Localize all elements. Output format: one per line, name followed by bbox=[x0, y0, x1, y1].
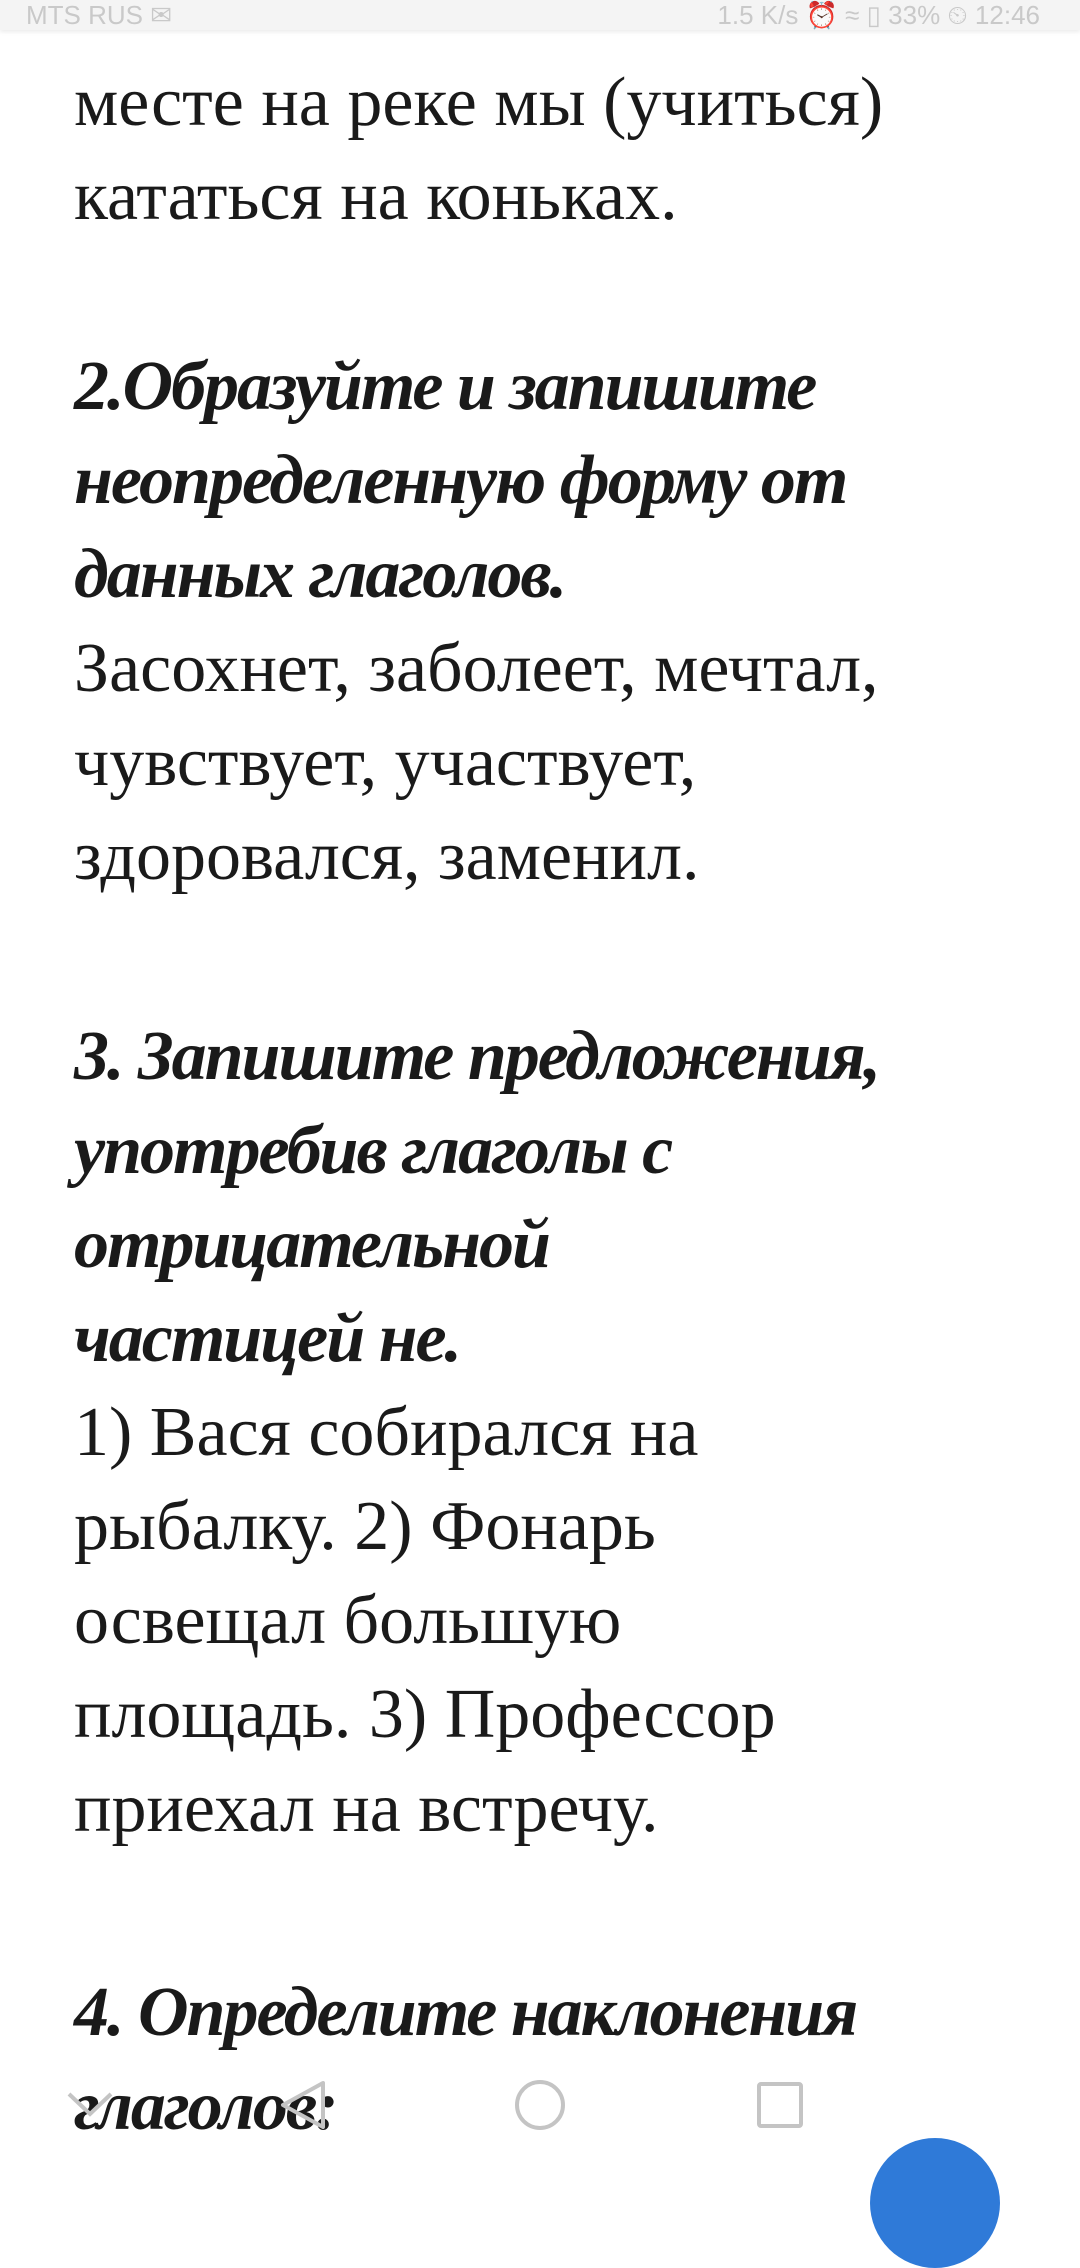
home-circle-icon[interactable] bbox=[505, 2070, 575, 2140]
task-4-heading-line: глаголов: bbox=[74, 2068, 337, 2145]
task-3 bbox=[74, 1010, 1034, 1856]
task-3-body-line: приехал на встречу. bbox=[74, 1770, 659, 1847]
task-3-heading-line: отрицательной bbox=[74, 1206, 549, 1283]
carrier-label: MTS RUS ✉ bbox=[26, 0, 173, 30]
task-2-body-line: Засохнет, заболеет, мечтал, bbox=[74, 630, 879, 707]
floating-action-button[interactable] bbox=[870, 2138, 1000, 2268]
status-bar bbox=[0, 0, 1080, 30]
task-3-heading-line: 3. Запишите предложения, bbox=[74, 1018, 880, 1095]
task-3-heading-line: частицей не. bbox=[74, 1300, 461, 1377]
task-2-heading-line: 2.Образуйте и запишите bbox=[74, 348, 816, 425]
status-indicators: 1.5 K/s ⏰ ≈ ▯ 33% ⏲ 12:46 bbox=[717, 0, 1040, 30]
task-2-body-line: чувствует, участвует, bbox=[74, 724, 697, 801]
task-4-heading-line: 4. Определите наклонения bbox=[74, 1974, 857, 2051]
task-2-body-line: здоровался, заменил. bbox=[74, 818, 700, 895]
chevron-down-icon[interactable] bbox=[55, 2070, 125, 2140]
text-line: кататься на коньках. bbox=[74, 158, 678, 235]
task-3-heading-line: употребив глаголы с bbox=[74, 1112, 672, 1189]
back-triangle-icon[interactable] bbox=[268, 2070, 338, 2140]
recents-square-icon[interactable] bbox=[745, 2070, 815, 2140]
task-3-body-line: площадь. 3) Профессор bbox=[74, 1676, 776, 1753]
task-3-body-line: освещал большую bbox=[74, 1582, 622, 1659]
task-2 bbox=[74, 340, 1034, 904]
task-2-heading-line: неопределенную форму от bbox=[74, 442, 847, 519]
intro-paragraph bbox=[74, 56, 1034, 244]
text-line: месте на реке мы (учиться) bbox=[74, 64, 884, 141]
task-3-body-line: рыбалку. 2) Фонарь bbox=[74, 1488, 656, 1565]
task-2-heading-line: данных глаголов. bbox=[74, 536, 566, 613]
task-3-body-line: 1) Вася собирался на bbox=[74, 1394, 699, 1471]
